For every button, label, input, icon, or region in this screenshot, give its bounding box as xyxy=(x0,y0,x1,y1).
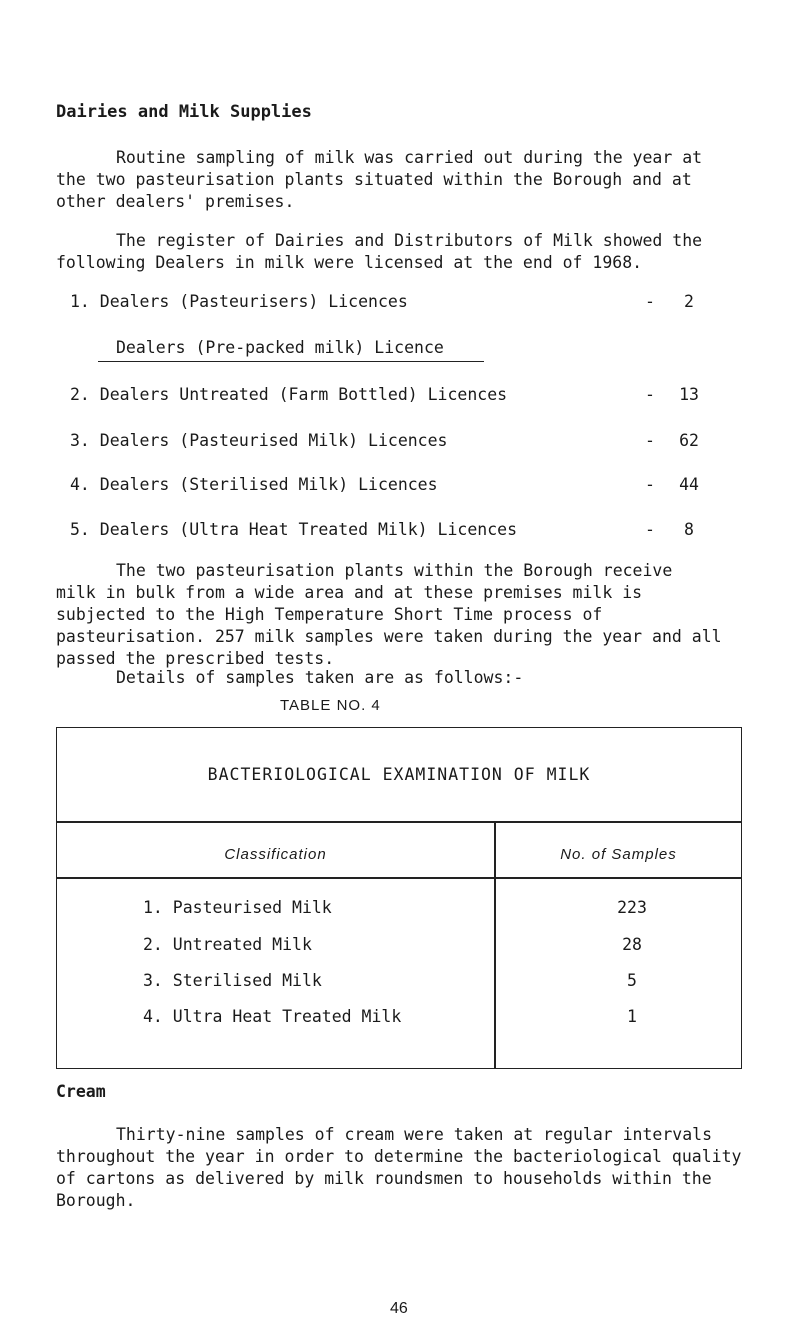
licence-label: 5. Dealers (Ultra Heat Treated Milk) Licences xyxy=(70,520,518,539)
cream-heading: Cream xyxy=(56,1082,106,1101)
paragraph-details xyxy=(56,667,756,689)
licence-dash: - xyxy=(645,431,655,450)
paragraph-routine-sampling xyxy=(56,147,756,213)
table-row-value: 5 xyxy=(627,971,637,990)
section-heading: Dairies and Milk Supplies xyxy=(56,102,312,122)
paragraph-cream xyxy=(56,1124,756,1212)
table-row-label: 2. Untreated Milk xyxy=(143,935,312,954)
table-row-value: 28 xyxy=(622,935,642,954)
licence-row xyxy=(70,385,699,407)
licence-count: 13 xyxy=(679,385,699,404)
licence-row xyxy=(70,475,699,497)
paragraph-cream-text: Thirty-nine samples of cream were taken at regular intervals throughout the year in order to determine the bacteriological quality of cartons as delivered by milk roundsmen to households within the Borough. xyxy=(56,1125,742,1210)
licence-row xyxy=(70,431,699,453)
licence-row xyxy=(70,292,694,314)
paragraph-pasteurisation xyxy=(56,560,756,670)
milk-examination-table xyxy=(56,727,742,1069)
table-row-label: 4. Ultra Heat Treated Milk xyxy=(143,1007,402,1026)
table-divider xyxy=(57,821,741,823)
table-label: TABLE NO. 4 xyxy=(280,697,381,714)
licence-dash: - xyxy=(645,292,655,311)
table-row-label: 1. Pasteurised Milk xyxy=(143,898,332,917)
table-divider xyxy=(57,877,741,879)
licence-count: 62 xyxy=(679,431,699,450)
paragraph-register-text: The register of Dairies and Distributors of Milk showed the following Dealers in milk were licensed at the end of 1968. xyxy=(56,231,703,272)
column-header-samples: No. of Samples xyxy=(560,846,677,863)
licence-count: 44 xyxy=(679,475,699,494)
licence-count: 8 xyxy=(684,520,694,539)
licence-label: 3. Dealers (Pasteurised Milk) Licences xyxy=(70,431,448,450)
licence-count: 2 xyxy=(684,292,694,311)
paragraph-register xyxy=(56,230,756,274)
table-title: BACTERIOLOGICAL EXAMINATION OF MILK xyxy=(207,765,591,784)
licence-label: 2. Dealers Untreated (Farm Bottled) Licences xyxy=(70,385,508,404)
column-header-classification: Classification xyxy=(224,846,327,863)
paragraph-routine-sampling-text: Routine sampling of milk was carried out during the year at the two pasteurisation plants situated within the Borough and at other dealers' premises. xyxy=(56,148,703,211)
paragraph-pasteurisation-text: The two pasteurisation plants within the Borough receive milk in bulk from a wide area and at these premises milk is subjected to the High Temperature Short Time process of pasteurisation. 257 milk samples were taken during the year and all passed the prescribed tests. xyxy=(56,561,722,668)
sub-licence-underline xyxy=(98,361,484,362)
licence-dash: - xyxy=(645,475,655,494)
licence-label: 4. Dealers (Sterilised Milk) Licences xyxy=(70,475,438,494)
licence-dash: - xyxy=(645,385,655,404)
licence-dash: - xyxy=(645,520,655,539)
table-row-value: 1 xyxy=(627,1007,637,1026)
table-row-value: 223 xyxy=(617,898,647,917)
licence-label: 1. Dealers (Pasteurisers) Licences xyxy=(70,292,408,311)
paragraph-details-text: Details of samples taken are as follows:- xyxy=(116,668,524,687)
sub-licence-label: Dealers (Pre-packed milk) Licence xyxy=(116,338,444,357)
licence-row xyxy=(70,520,694,542)
page-number: 46 xyxy=(390,1300,408,1317)
table-row-label: 3. Sterilised Milk xyxy=(143,971,322,990)
